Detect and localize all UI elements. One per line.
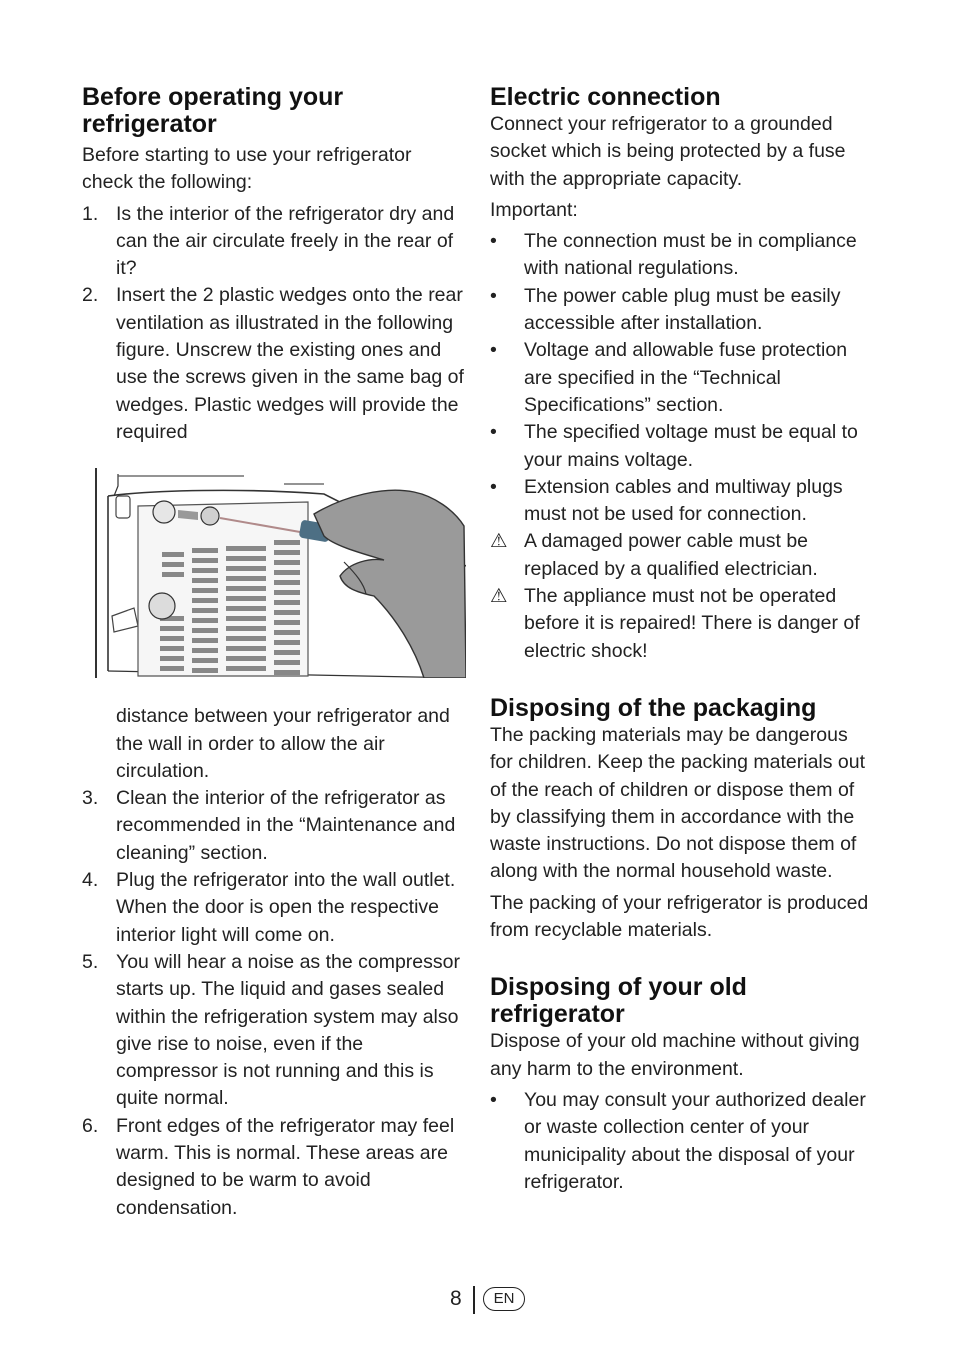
footer-divider xyxy=(473,1286,475,1314)
list-item xyxy=(82,785,467,867)
list-item-text: Clean the interior of the refrigerator as recommended in the “Maintenance and cleaning” section. xyxy=(116,787,456,864)
warning-icon: ⚠ xyxy=(490,530,508,553)
section-title-electric-connection: Electric connection xyxy=(490,83,721,111)
list-number: 1. xyxy=(82,202,99,225)
list-item xyxy=(82,282,467,446)
right-column xyxy=(490,84,875,1196)
bullet-icon: • xyxy=(490,1088,497,1111)
list-number: 4. xyxy=(82,869,99,892)
list-item xyxy=(82,949,467,1113)
language-badge: EN xyxy=(483,1287,525,1311)
list-item xyxy=(490,1087,875,1196)
list-item xyxy=(82,867,467,949)
list-item-text: You may consult your authorized dealer or waste collection center of your municipality about the disposal of your refrigerator. xyxy=(524,1088,866,1193)
list-item-text: Voltage and allowable fuse protection are specified in the “Technical Specifications” section. xyxy=(524,339,848,416)
list-item-text: Extension cables and multiway plugs must not be used for connection. xyxy=(524,475,843,526)
list-item xyxy=(490,474,875,529)
list-item-text: Insert the 2 plastic wedges onto the rear ventilation as illustrated in the following figure. Unscrew the existing ones and use the screws given in the same bag of wedges. Plastic wedges will provide the required xyxy=(116,284,464,443)
list-item-text: You will hear a noise as the compressor starts up. The liquid and gases sealed within the refrigeration system may also give rise to noise, even if the compressor is not running and this is quite normal. xyxy=(116,950,460,1110)
old-refrigerator-bullet-list xyxy=(490,1087,875,1196)
section-title-before-operating: Before operating your refrigerator xyxy=(82,83,344,138)
list-item xyxy=(82,201,467,283)
old-refrigerator-section xyxy=(490,974,875,1196)
electric-bullet-list xyxy=(490,228,875,665)
list-item-text: Is the interior of the refrigerator dry and can the air circulate freely in the rear of it? xyxy=(116,202,455,280)
list-item-text: The connection must be in compliance with national regulations. xyxy=(524,230,857,280)
list-number: 2. xyxy=(82,284,99,307)
list-item xyxy=(490,283,875,338)
list-item xyxy=(490,228,875,283)
bullet-icon: • xyxy=(490,284,497,307)
list-item-text: Front edges of the refrigerator may feel warm. This is normal. These areas are designed to be warm to avoid condensation. xyxy=(116,1114,455,1219)
checklist-part-2 xyxy=(82,785,467,1222)
electric-intro: Connect your refrigerator to a grounded socket which is being protected by a fuse with the appropriate capacity. xyxy=(490,113,846,190)
list-item xyxy=(490,337,875,419)
bullet-icon: • xyxy=(490,421,497,444)
bullet-icon: • xyxy=(490,339,497,362)
before-operating-intro: Before starting to use your refrigerator check the following: xyxy=(82,144,412,194)
packaging-section xyxy=(490,695,875,944)
packaging-paragraph-1: The packing materials may be dangerous for children. Keep the packing materials out of the reach of children or dispose them of by classifying them in accordance with the waste instructions. Do not dispose them of along with the normal household waste. xyxy=(490,723,866,883)
section-title-old-refrigerator: Disposing of your old refrigerator xyxy=(490,973,747,1029)
list-item-text: The power cable plug must be easily accessible after installation. xyxy=(524,284,841,335)
list-item xyxy=(82,1113,467,1222)
bullet-icon: • xyxy=(490,475,497,498)
plastic-wedge-installation-figure xyxy=(94,466,466,678)
warning-icon: ⚠ xyxy=(490,585,508,608)
page-footer xyxy=(0,1286,954,1316)
list-item-text: Plug the refrigerator into the wall outlet. When the door is open the respective interior light will come on. xyxy=(116,869,456,946)
page-number: 8 xyxy=(450,1287,462,1310)
important-label: Important: xyxy=(490,198,578,221)
section-title-packaging: Disposing of the packaging xyxy=(490,693,817,722)
packaging-paragraph-2: The packing of your refrigerator is produced from recyclable materials. xyxy=(490,891,869,942)
list-item-text: The specified voltage must be equal to your mains voltage. xyxy=(524,421,858,471)
list-item xyxy=(490,419,875,474)
old-refrigerator-intro: Dispose of your old machine without giving any harm to the environment. xyxy=(490,1030,860,1080)
list-number: 5. xyxy=(82,950,99,973)
list-item-text: The appliance must not be operated before it is repaired! There is danger of electric shock! xyxy=(524,585,860,662)
list-item xyxy=(490,583,875,665)
list-item-text: A damaged power cable must be replaced by a qualified electrician. xyxy=(524,530,818,580)
left-column xyxy=(82,84,467,1222)
checklist-item-2-continuation: distance between your refrigerator and the wall in order to allow the air circulation. xyxy=(116,705,450,782)
checklist-part-1 xyxy=(82,201,467,447)
list-number: 6. xyxy=(82,1114,99,1137)
list-number: 3. xyxy=(82,787,99,810)
list-item xyxy=(490,528,875,583)
bullet-icon: • xyxy=(490,230,497,253)
